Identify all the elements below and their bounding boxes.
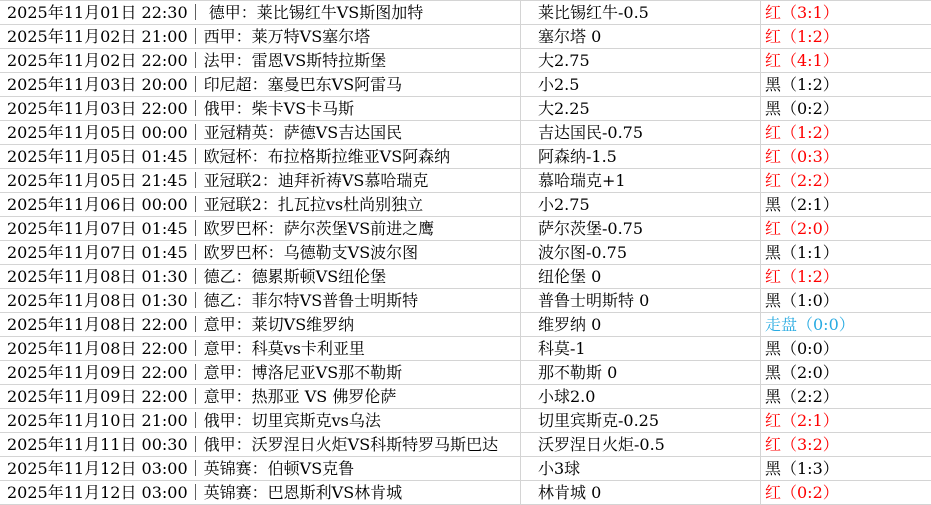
table-row	[0, 1, 931, 25]
result-cell: 红（0:3）	[760, 145, 931, 168]
result-cell: 黑（1:0）	[760, 289, 931, 312]
match-info-cell: 2025年11月10日 21:00｜俄甲：切里宾斯克vs乌法	[7, 411, 381, 430]
result-cell: 红（1:2）	[760, 121, 931, 144]
match-info-cell: 2025年11月03日 22:00｜俄甲：柴卡VS卡马斯	[7, 99, 355, 118]
match-info-cell: 2025年11月11日 00:30｜俄甲：沃罗涅日火炬VS科斯特罗马斯巴达	[7, 435, 499, 454]
match-info-cell: 2025年11月12日 03:00｜英锦赛：巴恩斯利VS林肯城	[7, 483, 403, 502]
result-cell: 黑（1:1）	[760, 241, 931, 264]
handicap-cell: 普鲁士明斯特 0	[520, 289, 760, 312]
result-cell: 黑（0:2）	[760, 97, 931, 120]
match-info-cell: 2025年11月06日 00:00｜亚冠联2：扎瓦拉vs杜尚别独立	[7, 195, 424, 214]
table-row	[0, 25, 931, 49]
table-row	[0, 193, 931, 217]
handicap-cell: 塞尔塔 0	[520, 25, 760, 48]
result-cell: 红（1:2）	[760, 25, 931, 48]
handicap-cell: 小3球	[520, 457, 760, 480]
handicap-cell: 沃罗涅日火炬-0.5	[520, 433, 760, 456]
match-info-cell: 2025年11月05日 21:45｜亚冠联2：迪拜祈祷VS慕哈瑞克	[7, 171, 429, 190]
handicap-cell: 吉达国民-0.75	[520, 121, 760, 144]
match-info-cell: 2025年11月08日 22:00｜意甲：莱切VS维罗纳	[7, 315, 355, 334]
table-row	[0, 241, 931, 265]
result-cell: 黑（1:3）	[760, 457, 931, 480]
handicap-cell: 林肯城 0	[520, 481, 760, 504]
table-row	[0, 337, 931, 361]
table-row	[0, 409, 931, 433]
handicap-cell: 科莫-1	[520, 337, 760, 360]
handicap-cell: 波尔图-0.75	[520, 241, 760, 264]
match-info-cell: 2025年11月08日 01:30｜德乙：菲尔特VS普鲁士明斯特	[7, 291, 419, 310]
result-cell: 黑（1:2）	[760, 73, 931, 96]
match-info-cell: 2025年11月01日 22:30｜ 德甲：莱比锡红牛VS斯图加特	[7, 3, 424, 22]
table-row	[0, 49, 931, 73]
table-row	[0, 313, 931, 337]
result-cell: 红（3:2）	[760, 433, 931, 456]
table-row	[0, 289, 931, 313]
match-info-cell: 2025年11月08日 22:00｜意甲：科莫vs卡利亚里	[7, 339, 365, 358]
result-cell: 红（4:1）	[760, 49, 931, 72]
result-cell: 红（1:2）	[760, 265, 931, 288]
match-info-cell: 2025年11月09日 22:00｜意甲：热那亚 VS 佛罗伦萨	[7, 387, 397, 406]
handicap-cell: 萨尔茨堡-0.75	[520, 217, 760, 240]
match-info-cell: 2025年11月02日 22:00｜法甲：雷恩VS斯特拉斯堡	[7, 51, 387, 70]
handicap-cell: 阿森纳-1.5	[520, 145, 760, 168]
handicap-cell: 大2.75	[520, 49, 760, 72]
match-info-cell: 2025年11月02日 21:00｜西甲：莱万特VS塞尔塔	[7, 27, 371, 46]
table-row	[0, 121, 931, 145]
handicap-cell: 维罗纳 0	[520, 313, 760, 336]
table-row	[0, 385, 931, 409]
result-cell: 黑（2:1）	[760, 193, 931, 216]
handicap-cell: 小2.5	[520, 73, 760, 96]
match-info-cell: 2025年11月12日 03:00｜英锦赛：伯顿VS克鲁	[7, 459, 355, 478]
result-cell: 红（3:1）	[760, 1, 931, 24]
match-info-cell: 2025年11月03日 20:00｜印尼超：塞曼巴东VS阿雷马	[7, 75, 403, 94]
table-row	[0, 481, 931, 505]
handicap-cell: 那不勒斯 0	[520, 361, 760, 384]
match-info-cell: 2025年11月05日 01:45｜欧冠杯：布拉格斯拉维亚VS阿森纳	[7, 147, 451, 166]
handicap-cell: 慕哈瑞克+1	[520, 169, 760, 192]
result-cell: 红（2:0）	[760, 217, 931, 240]
table-row	[0, 97, 931, 121]
result-cell: 红（0:2）	[760, 481, 931, 504]
table-row	[0, 361, 931, 385]
table-row	[0, 73, 931, 97]
match-info-cell: 2025年11月08日 01:30｜德乙：德累斯顿VS纽伦堡	[7, 267, 387, 286]
handicap-cell: 大2.25	[520, 97, 760, 120]
match-info-cell: 2025年11月05日 00:00｜亚冠精英：萨德VS吉达国民	[7, 123, 403, 142]
table-row	[0, 145, 931, 169]
match-info-cell: 2025年11月09日 22:00｜意甲：博洛尼亚VS那不勒斯	[7, 363, 403, 382]
result-cell: 红（2:1）	[760, 409, 931, 432]
table-row	[0, 433, 931, 457]
handicap-cell: 莱比锡红牛-0.5	[520, 1, 760, 24]
table-row	[0, 457, 931, 481]
handicap-cell: 纽伦堡 0	[520, 265, 760, 288]
handicap-cell: 小球2.0	[520, 385, 760, 408]
handicap-cell: 小2.75	[520, 193, 760, 216]
result-cell: 黑（2:0）	[760, 361, 931, 384]
handicap-cell: 切里宾斯克-0.25	[520, 409, 760, 432]
result-cell: 红（2:2）	[760, 169, 931, 192]
match-info-cell: 2025年11月07日 01:45｜欧罗巴杯：乌德勒支VS波尔图	[7, 243, 419, 262]
result-cell: 走盘（0:0）	[760, 313, 931, 336]
table-row	[0, 265, 931, 289]
table-row	[0, 169, 931, 193]
result-cell: 黑（0:0）	[760, 337, 931, 360]
table-row	[0, 217, 931, 241]
match-info-cell: 2025年11月07日 01:45｜欧罗巴杯：萨尔茨堡VS前进之鹰	[7, 219, 435, 238]
result-cell: 黑（2:2）	[760, 385, 931, 408]
